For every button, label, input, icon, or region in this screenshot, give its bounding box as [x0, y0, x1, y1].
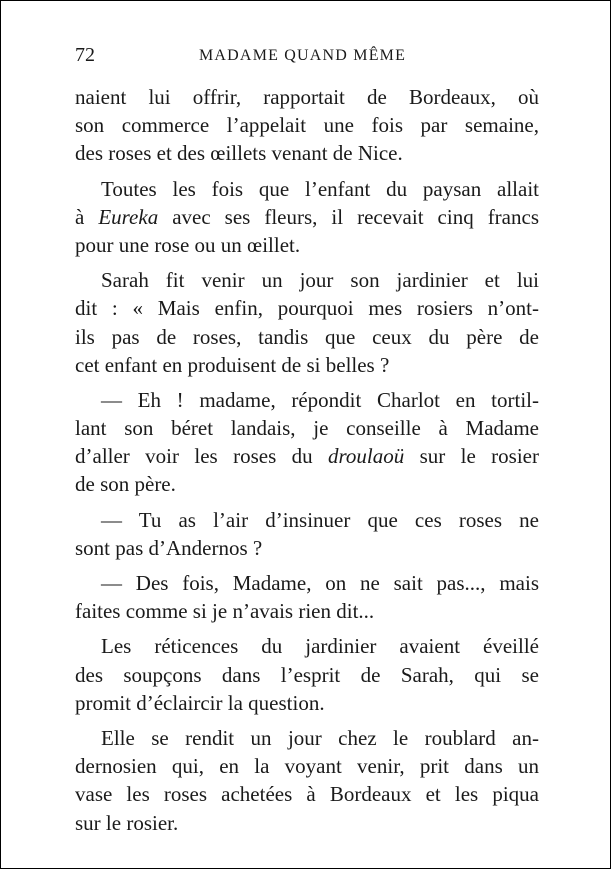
body-text [75, 83, 539, 844]
paragraph [75, 569, 539, 625]
paragraph [75, 386, 539, 499]
text-segment: avec ses fleurs, il recevait cinq francs [158, 204, 539, 229]
text-line: — Des fois, Madame, on ne sait pas..., mais [101, 571, 539, 595]
text-segment: à [75, 204, 99, 229]
text-line: promit d’éclaircir la question. [75, 690, 325, 715]
paragraph [75, 83, 539, 168]
paragraph [75, 266, 539, 379]
text-line [75, 442, 539, 470]
text-line: — Eh ! madame, répondit Charlot en tortil- [101, 387, 539, 412]
text-line: vase les roses achetées à Bordeaux et les piqua [75, 782, 539, 807]
text-line: lant son béret landais, je conseille à Madame [75, 416, 539, 441]
page-header [75, 43, 537, 67]
text-line: Sarah fit venir un jour son jardinier et lui [101, 268, 539, 293]
text-line: sont pas d’Andernos ? [75, 535, 263, 560]
text-segment: d’aller voir les roses du [75, 444, 328, 469]
page-number: 72 [75, 44, 95, 66]
text-line: sur le rosier. [75, 810, 179, 835]
paragraph [75, 506, 539, 562]
italic-text: droulaoü [328, 444, 405, 469]
text-line: naient lui offrir, rapportait de Bordeaux, où [75, 85, 539, 109]
text-line: ils pas de roses, tandis que ceux du père de [75, 324, 539, 349]
paragraph [75, 724, 539, 837]
text-line: — Tu as l’air d’insinuer que ces roses ne [101, 507, 539, 532]
text-line: des soupçons dans l’esprit de Sarah, qui se [75, 662, 539, 687]
text-line: de son père. [75, 472, 176, 497]
paragraph [75, 632, 539, 717]
text-line: son commerce l’appelait une fois par semaine, [75, 113, 539, 138]
text-line: Toutes les fois que l’enfant du paysan allait [101, 176, 539, 201]
text-line: Elle se rendit un jour chez le roublard an- [101, 725, 539, 750]
text-line: Les réticences du jardinier avaient éveillé [101, 634, 539, 659]
text-line: pour une rose ou un œillet. [75, 232, 301, 257]
text-line: faites comme si je n’avais rien dit... [75, 599, 375, 624]
text-line: cet enfant en produisent de si belles ? [75, 352, 390, 377]
text-segment: sur le rosier [404, 444, 539, 469]
text-line: dernosien qui, en la voyant venir, prit dans un [75, 754, 539, 779]
running-title: MADAME QUAND MÊME [199, 47, 407, 64]
text-line: dit : « Mais enfin, pourquoi mes rosiers n’ont- [75, 296, 539, 321]
paragraph [75, 175, 539, 260]
text-line: des roses et des œillets venant de Nice. [75, 141, 403, 166]
text-line [75, 203, 539, 231]
italic-text: Eureka [98, 204, 159, 229]
